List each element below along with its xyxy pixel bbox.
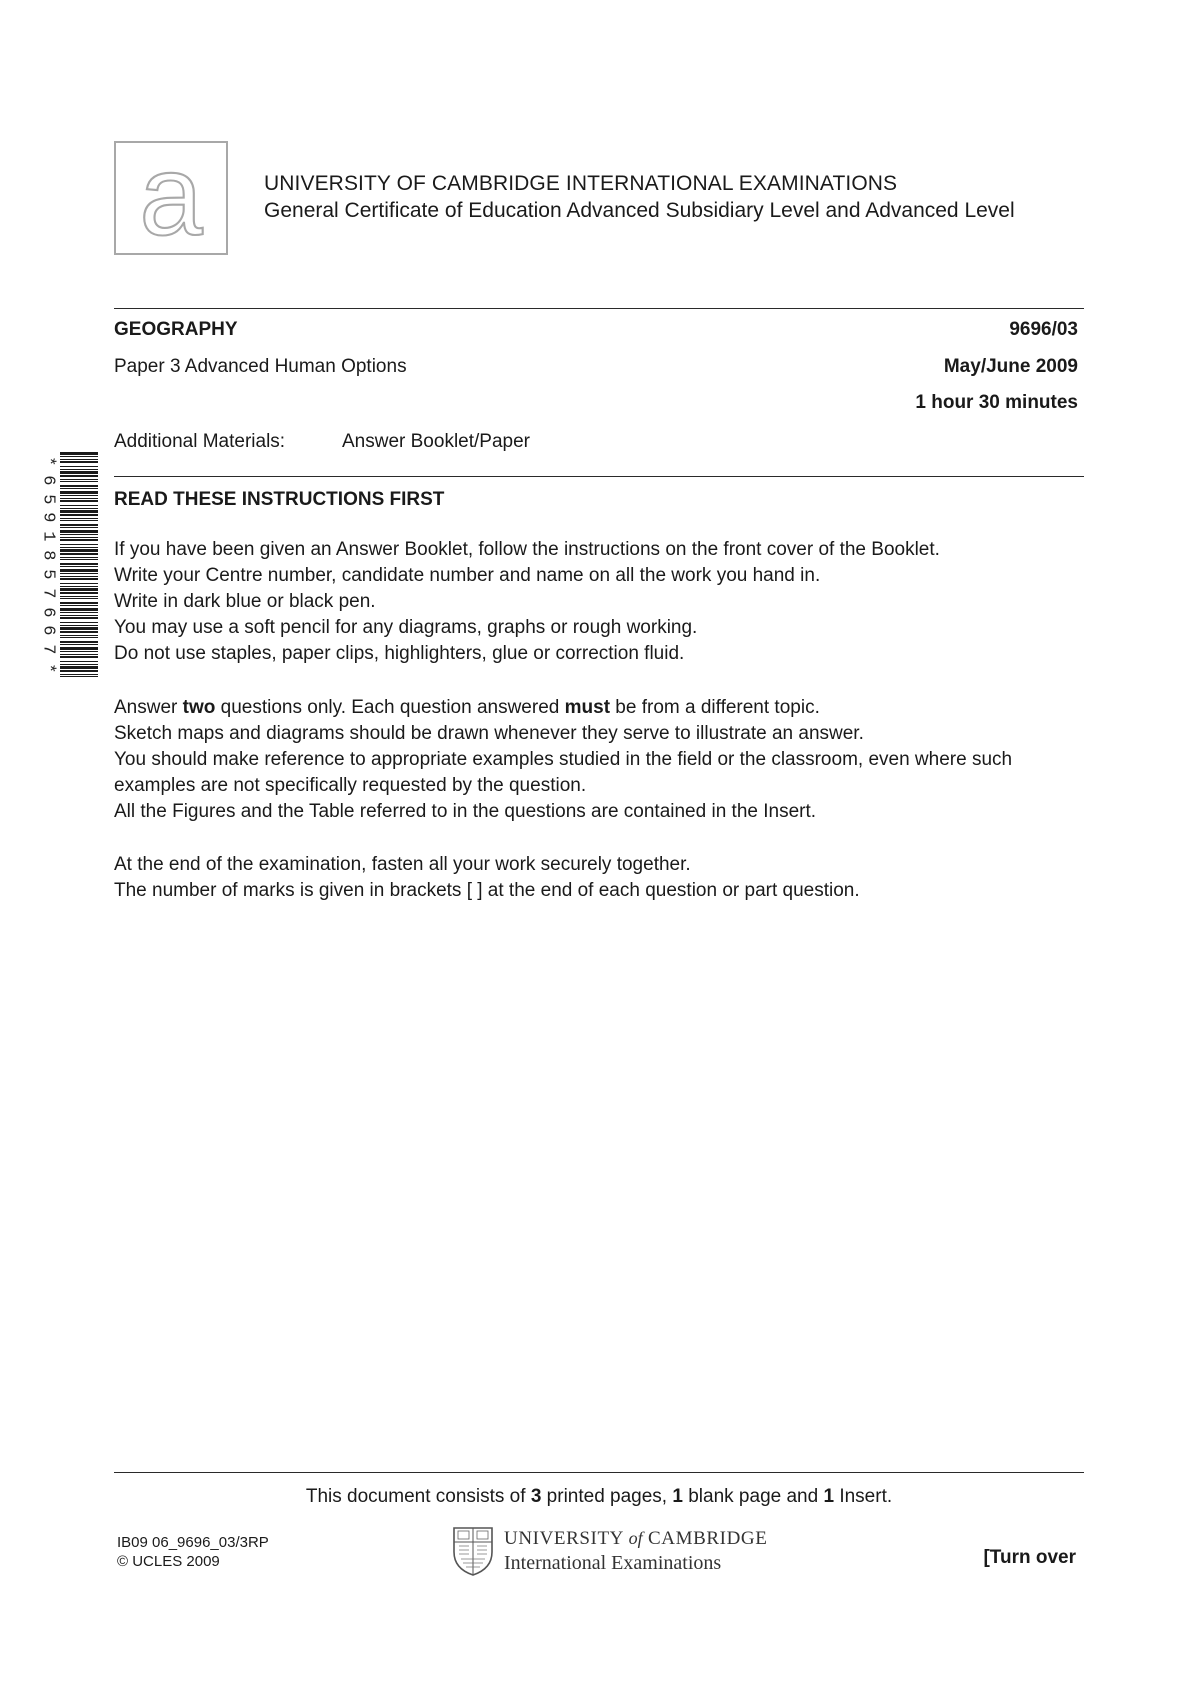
barcode-bar xyxy=(60,641,98,643)
barcode-bar xyxy=(60,588,98,591)
barcode-digit: 9 xyxy=(38,512,58,523)
barcode-bar xyxy=(60,553,98,555)
barcode-bar xyxy=(60,469,98,470)
instruction-line: The number of marks is given in brackets [ ] at the end of each question or part question. xyxy=(114,880,860,901)
print-reference: IB09 06_9696_03/3RP xyxy=(117,1534,269,1551)
svg-text:a: a xyxy=(139,143,203,253)
barcode-bar xyxy=(60,475,98,477)
barcode-bar xyxy=(60,586,98,587)
barcode-bar xyxy=(60,530,98,533)
barcode-bar xyxy=(60,481,98,482)
footer-divider xyxy=(114,1472,1084,1473)
barcode-bar xyxy=(60,631,98,633)
instructions-block-answers xyxy=(114,695,1086,825)
barcode-bar xyxy=(60,456,98,457)
cie-logo xyxy=(114,141,228,255)
instructions-heading: READ THESE INSTRUCTIONS FIRST xyxy=(114,489,445,510)
barcode-bar xyxy=(60,622,98,623)
instruction-line: You may use a soft pencil for any diagrams, graphs or rough working. xyxy=(114,617,698,638)
barcode-bar xyxy=(60,583,98,584)
barcode-bar xyxy=(60,608,98,611)
barcode-bar xyxy=(60,627,98,630)
subject-title: GEOGRAPHY xyxy=(114,319,238,340)
barcode-digit: 5 xyxy=(38,493,58,505)
barcode-digit: 7 xyxy=(38,644,58,655)
barcode-bar xyxy=(60,674,98,675)
barcode-bar xyxy=(60,527,98,528)
barcode-digit: 7 xyxy=(38,588,58,599)
barcode-bar xyxy=(60,500,98,502)
instruction-line: If you have been given an Answer Booklet, follow the instructions on the front cover of the Booklet. xyxy=(114,539,940,560)
barcode-bar xyxy=(60,637,98,638)
instructions-divider xyxy=(114,476,1084,477)
instructions-block-general xyxy=(114,537,1086,667)
barcode-bar xyxy=(60,625,98,626)
barcode-icon xyxy=(60,452,98,678)
barcode-bar xyxy=(60,612,98,613)
barcode-bar xyxy=(60,544,98,545)
barcode-digit: 6 xyxy=(38,625,58,636)
barcode-bar xyxy=(60,518,98,519)
barcode-digit: 8 xyxy=(38,550,58,561)
barcode-bar xyxy=(60,647,98,650)
barcode-bar xyxy=(60,563,98,565)
barcode-bar xyxy=(60,617,98,619)
barcode-bar xyxy=(60,578,98,580)
barcode-bar xyxy=(60,520,98,521)
barcode-bar xyxy=(60,547,98,548)
materials-value: Answer Booklet/Paper xyxy=(342,431,530,452)
instruction-line: You should make reference to appropriate examples studied in the field or the classroom, even where such examples are not specifically requested by the question. xyxy=(114,749,1013,796)
barcode-bar xyxy=(60,598,98,599)
instruction-line: At the end of the examination, fasten all your work securely together. xyxy=(114,854,691,875)
barcode-bar xyxy=(60,615,98,616)
barcode-bar xyxy=(60,566,98,567)
university-name: UNIVERSITY of CAMBRIDGE xyxy=(504,1528,768,1549)
barcode-bar xyxy=(60,656,98,658)
barcode-number xyxy=(36,452,58,678)
barcode-digit: * xyxy=(38,456,58,467)
barcode-bar xyxy=(60,666,98,669)
barcode-bar xyxy=(60,651,98,652)
instruction-line: Do not use staples, paper clips, highlighters, glue or correction fluid. xyxy=(114,643,685,664)
barcode-bar xyxy=(60,596,98,597)
barcode-bar xyxy=(60,466,98,467)
barcode-bar xyxy=(60,498,98,499)
barcode-bar xyxy=(60,559,98,560)
materials-label: Additional Materials: xyxy=(114,431,286,452)
barcode-bar xyxy=(60,485,98,487)
cambridge-crest-icon xyxy=(452,1526,494,1576)
barcode-bar xyxy=(60,452,98,455)
instruction-line-answer: Answer two questions only. Each question answered must be from a different topic. xyxy=(114,697,820,718)
barcode-bar xyxy=(60,557,98,558)
barcode-bar xyxy=(60,479,98,480)
top-divider xyxy=(114,308,1084,309)
barcode-bar xyxy=(60,670,98,672)
instruction-line: All the Figures and the Table referred to in the questions are contained in the Insert. xyxy=(114,801,817,822)
barcode-digit: 5 xyxy=(38,569,58,580)
paper-name: Paper 3 Advanced Human Options xyxy=(114,356,407,377)
barcode-bar xyxy=(60,514,98,516)
barcode-bar xyxy=(60,537,98,538)
paper-code: 9696/03 xyxy=(1009,319,1078,340)
barcode-bar xyxy=(60,488,98,489)
instruction-line: Sketch maps and diagrams should be drawn whenever they serve to illustrate an answer. xyxy=(114,723,864,744)
instruction-line: Write in dark blue or black pen. xyxy=(114,591,376,612)
barcode-bar xyxy=(60,676,98,677)
barcode-bar xyxy=(60,539,98,541)
barcode-bar xyxy=(60,524,98,526)
organisation-title: UNIVERSITY OF CAMBRIDGE INTERNATIONAL EXAMINATIONS xyxy=(264,172,898,195)
cambridge-footer-logo xyxy=(452,1526,768,1578)
barcode-digit: 6 xyxy=(38,606,58,618)
instructions-block-end xyxy=(114,852,1086,904)
document-code xyxy=(117,1533,269,1571)
letter-a-logo-icon xyxy=(116,143,226,253)
barcode-bar xyxy=(60,505,98,506)
barcode-bar xyxy=(60,654,98,655)
barcode-bar xyxy=(60,461,98,463)
instruction-line: Write your Centre number, candidate number and name on all the work you hand in. xyxy=(114,565,821,586)
exam-session: May/June 2009 xyxy=(943,356,1078,377)
barcode-bar xyxy=(60,592,98,594)
barcode-bar xyxy=(60,495,98,496)
organisation-subtitle: General Certificate of Education Advanced Subsidiary Level and Advanced Level xyxy=(264,199,1015,222)
barcode-bar xyxy=(60,573,98,574)
barcode-bar xyxy=(60,549,98,552)
barcode-bar xyxy=(60,510,98,513)
barcode-bar xyxy=(60,534,98,535)
barcode-bar xyxy=(60,602,98,604)
barcode-digit: 1 xyxy=(38,531,58,542)
barcode-bar xyxy=(60,635,98,636)
barcode-bar xyxy=(60,491,98,494)
barcode-bar xyxy=(60,459,98,460)
barcode-bar xyxy=(60,569,98,572)
page-count-note: This document consists of 3 printed pages, 1 blank page and 1 Insert. xyxy=(305,1486,893,1507)
exam-duration: 1 hour 30 minutes xyxy=(915,392,1078,413)
barcode-bar xyxy=(60,664,98,665)
barcode-digit: * xyxy=(38,663,58,674)
barcode-digit: 6 xyxy=(38,475,58,486)
copyright-notice: © UCLES 2009 xyxy=(117,1553,220,1570)
barcode-bar xyxy=(60,661,98,662)
barcode-bar xyxy=(60,605,98,606)
barcode-bar xyxy=(60,644,98,645)
barcode-bar xyxy=(60,576,98,577)
university-subtitle: International Examinations xyxy=(504,1552,722,1574)
barcode-bar xyxy=(60,508,98,509)
barcode-bar xyxy=(60,471,98,474)
turn-over-label: [Turn over xyxy=(983,1547,1076,1568)
